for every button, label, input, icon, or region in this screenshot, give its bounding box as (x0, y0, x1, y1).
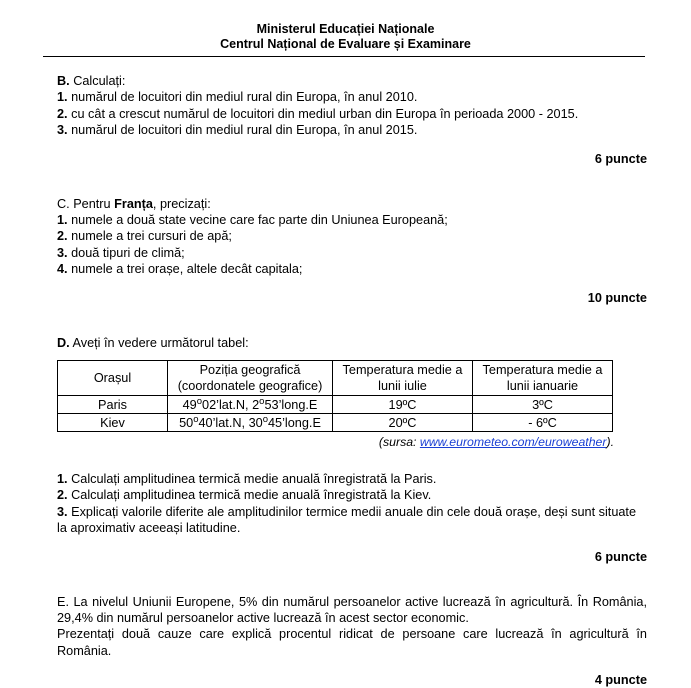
header-center-line: Centrul Național de Evaluare și Examinare (220, 36, 471, 51)
header-line-1: Temperatura medie a (342, 363, 463, 378)
section-d-item-3 (57, 504, 647, 537)
section-d-item-2 (57, 487, 647, 503)
section-b-intro-text: Calculați: (69, 74, 126, 88)
item-number: 3. (57, 504, 68, 519)
section-d (57, 335, 647, 565)
header-line-2: lunii ianuarie (506, 379, 579, 394)
item-number: 2. (57, 229, 68, 244)
document-header (0, 0, 691, 51)
table-row (58, 396, 613, 414)
header-line-2: (coordonatele geografice) (177, 379, 323, 394)
section-b-item-1 (57, 89, 647, 105)
document-content (0, 57, 691, 688)
table-source-attribution (57, 434, 647, 450)
item-text: cu cât a crescut numărul de locuitori din mediul urban din Europa în perioada 2000 - 2015. (67, 106, 579, 121)
header-line-1: Orașul (93, 371, 132, 386)
spacer (57, 578, 647, 594)
column-header-july-temp (333, 361, 473, 396)
column-header-city (58, 361, 168, 396)
lat-minutes: 40’lat.N, (198, 415, 249, 430)
geographic-data-table (57, 360, 613, 432)
item-text: numele a trei cursuri de apă; (67, 229, 232, 244)
item-text: numărul de locuitori din mediul rural din Europa, în anul 2015. (67, 122, 418, 137)
cell-july-temp: 19ºC (333, 396, 473, 414)
item-number: 2. (57, 106, 68, 121)
cell-city: Kiev (58, 414, 168, 432)
cell-january-temp: 3ºC (473, 396, 613, 414)
degree-symbol: o (193, 413, 199, 425)
source-url-link[interactable]: www.eurometeo.com/euroweather (419, 435, 607, 450)
cell-january-temp: - 6ºC (473, 414, 613, 432)
section-d-intro (57, 335, 647, 351)
section-e (57, 594, 647, 688)
cell-city: Paris (58, 396, 168, 414)
source-suffix: ). (606, 435, 614, 450)
section-c-intro-suffix: , precizați: (152, 196, 211, 211)
section-c-item-4 (57, 261, 647, 277)
section-c-item-2 (57, 228, 647, 244)
table-body (58, 396, 613, 432)
section-d-item-1 (57, 471, 647, 487)
item-text: două tipuri de climă; (67, 245, 185, 260)
item-text: numărul de locuitori din mediul rural din Europa, în anul 2010. (67, 90, 418, 105)
lon-minutes: 53’long.E (264, 397, 318, 412)
item-number: 1. (57, 90, 68, 105)
lon-minutes: 45’long.E (268, 415, 321, 430)
table-header-row (58, 361, 613, 396)
section-c-intro (57, 196, 647, 212)
section-d-points: 6 puncte (594, 549, 647, 564)
item-text: numele a trei orașe, altele decât capitala; (67, 262, 303, 277)
spacer (57, 319, 647, 335)
cell-coordinates (168, 414, 333, 432)
section-c-country: Franța (114, 196, 153, 211)
section-b (57, 73, 647, 167)
lat-degrees: 50 (179, 415, 194, 430)
section-b-item-2 (57, 106, 647, 122)
section-c (57, 196, 647, 306)
header-line-2: lunii iulie (378, 379, 427, 394)
column-header-position (168, 361, 333, 396)
degree-symbol: o (262, 413, 268, 425)
spacer (57, 180, 647, 196)
degree-symbol: o (259, 395, 265, 407)
cell-coordinates (168, 396, 333, 414)
header-line-1: Poziția geografică (199, 363, 301, 378)
degree-symbol: o (196, 395, 203, 407)
item-text: Calculați amplitudinea termică medie anuală înregistrată la Kiev. (67, 488, 432, 503)
section-c-item-3 (57, 245, 647, 261)
section-e-paragraph-2: Prezentați două cauze care explică procentul ridicat de persoane care lucrează în agricultură în România. (57, 627, 647, 658)
section-e-points: 4 puncte (594, 672, 647, 687)
item-number: 3. (57, 122, 68, 137)
lon-degrees: 30 (248, 415, 263, 430)
item-number: 1. (57, 213, 68, 228)
source-prefix: (sursa: (378, 435, 420, 450)
item-text: Calculați amplitudinea termică medie anuală înregistrată la Paris. (67, 471, 437, 486)
header-line-1: Temperatura medie a (482, 363, 603, 378)
section-c-points: 10 puncte (587, 291, 647, 306)
column-header-january-temp (473, 361, 613, 396)
spacer (57, 463, 647, 471)
item-number: 4. (57, 262, 68, 277)
geo-table-wrapper (57, 360, 647, 432)
section-d-intro-text: Aveți în vedere următorul tabel: (69, 336, 249, 351)
cell-july-temp: 20ºC (333, 414, 473, 432)
section-b-item-3 (57, 122, 647, 138)
lat-degrees: 49 (182, 397, 197, 412)
section-b-points: 6 puncte (594, 151, 647, 166)
item-number: 2. (57, 488, 68, 503)
item-text: Explicați valorile diferite ale amplitudinilor termice medii anuale din cele două orașe, deși sunt situate la aproximativ aceeași latitudine. (57, 504, 637, 535)
header-ministry-line: Ministerul Educației Naționale (256, 22, 435, 36)
section-b-marker: B. (57, 74, 70, 88)
lon-degrees: 2 (252, 397, 260, 412)
table-header (58, 361, 613, 396)
section-b-intro (57, 73, 647, 89)
section-d-marker: D. (57, 336, 70, 351)
section-e-paragraph-1: E. La nivelul Uniunii Europene, 5% din numărul persoanelor active lucrează în agricultură. În România, 29,4% din numărul persoanelor active lucrează în acest sector economic. (57, 594, 647, 626)
table-row (58, 414, 613, 432)
item-text: numele a două state vecine care fac parte din Uniunea Europeană; (67, 213, 448, 228)
lat-minutes: 02’lat.N, (202, 397, 253, 412)
section-c-intro-prefix: C. Pentru (57, 196, 115, 211)
spacer (57, 57, 647, 73)
item-number: 1. (57, 471, 68, 486)
item-number: 3. (57, 245, 68, 260)
section-c-item-1 (57, 212, 647, 228)
